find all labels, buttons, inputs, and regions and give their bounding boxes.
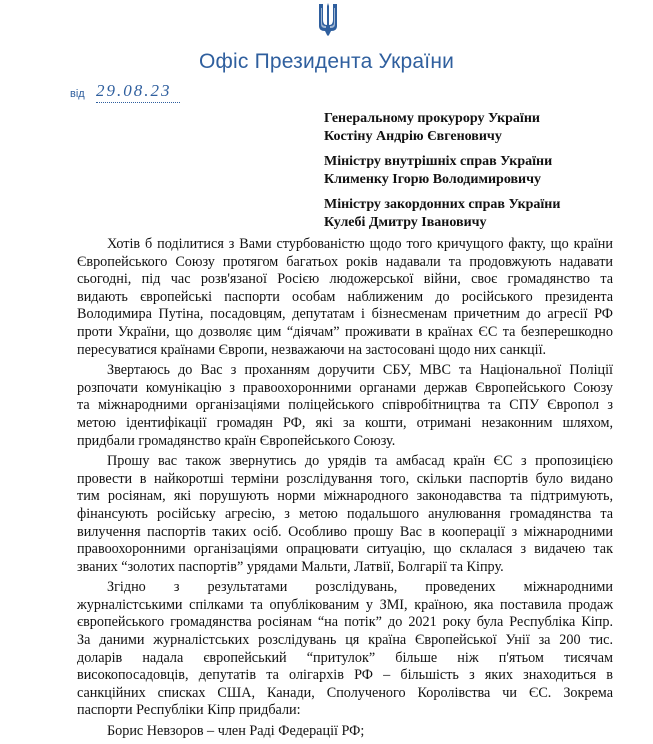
text-line: розпочати комунікацію з правоохоронними органами держав Європейського Союзу (77, 379, 613, 396)
paragraph-5 (77, 723, 613, 741)
text-line: проти України, що дозволяє цим “діячам” проживати в країнах ЄС та безперешкодно (77, 323, 613, 340)
coat-of-arms-icon (317, 2, 339, 36)
text-line: правоохоронними організаціями опрацювати ситуацію, що склалася з видачею так (77, 541, 613, 558)
date-prefix: від (70, 88, 85, 100)
addressee-person: Кулебі Дмитру Івановичу (324, 215, 487, 230)
addressee-position: Міністру внутрішніх справ України (324, 154, 553, 169)
text-line: придбали громадянство країн Європейського Союзу. (77, 432, 396, 449)
letter-body (77, 236, 613, 744)
paragraph-2 (77, 362, 613, 450)
addressee-block (324, 110, 644, 239)
text-line: Згідно з результатами розслідувань, проведених міжнародними (107, 579, 613, 596)
addressee-interior-minister (324, 153, 644, 189)
text-line: метою ідентифікації громадян РФ, які за кошти, отримані незаконним шляхом, (77, 414, 613, 431)
text-line: тим росіянам, які порушують норми міжнародного законодавства та підтримують, (77, 488, 613, 505)
addressee-foreign-minister (324, 196, 644, 232)
text-line: Борис Невзоров – член Раді Федерації РФ; (107, 723, 365, 740)
text-line: Володимира Путіна, посадовцям, депутатам і бізнесменам причетним до агресії РФ (77, 306, 613, 323)
text-line: Прошу вас також звернутись до урядів та амбасад країн ЄС з пропозицією (107, 453, 613, 470)
text-line: та міжнародними організаціями поліцейського співробітництва та СПУ Європол з (77, 397, 613, 414)
addressee-person: Костіну Андрію Євгеновичу (324, 129, 502, 144)
text-line: фінансують російську агресію, з метою подальшого анулювання громадянства та (77, 505, 613, 522)
paragraph-4 (77, 579, 613, 720)
text-line: сьогодні, під час розв'язаної Росією людожерської війни, своє громадянство та (77, 271, 613, 288)
addressee-prosecutor (324, 110, 644, 146)
paragraph-1 (77, 236, 613, 359)
text-line: званих “золотих паспортів” урядами Мальти, Латвії, Болгарії та Кіпру. (77, 558, 504, 575)
text-line: доларів надала європейський “притулок” більше ніж п'ятьом тисячам (77, 649, 613, 666)
text-line: провести в найкоротші терміни розслідування того, скільки паспортів було видано (77, 470, 613, 487)
organization-title: Офіс Президента України (198, 50, 455, 73)
addressee-position: Генеральному прокурору України (324, 111, 540, 126)
text-line: санкційних списках США, Канади, Сполученого Королівства чи ЄС. Зокрема (77, 684, 613, 701)
text-line: Хотів б поділитися з Вами стурбованістю щодо того кричущого факту, що країни (107, 236, 613, 252)
text-line: вилучення паспортів таких осіб. Особливо прошу Вас в кооперації з міжнародними (77, 523, 613, 540)
text-line: Звертаюсь до Вас з проханням доручити СБУ, МВС та Національної Поліції (107, 362, 613, 379)
text-line: Європейського Союзу протягом багатьох років надавали та продовжують надавати (77, 253, 613, 270)
text-line: паспорти Республіки Кіпр придбали: (77, 702, 301, 719)
text-line: високопосадовців, депутатів та олігархів РФ – більшість з яких знаходиться в (77, 667, 613, 684)
text-line: пересуватися країнами Європи, незважаючи на застосовані щодо них санкції. (77, 341, 547, 358)
addressee-person: Клименку Ігорю Володимировичу (324, 172, 542, 187)
handwritten-date: 29.08.23 (96, 81, 180, 103)
paragraph-3 (77, 453, 613, 576)
text-line: журналістськими спілками та опублікованим у ЗМІ, країною, яка поставила продаж (77, 596, 613, 613)
text-line: За даними журналістських розслідувань ця країна Європейської Унії за 200 тис. (77, 632, 613, 649)
text-line: європейського громадянства росіянам “на потік” до 2021 року була Республіка Кіпр. (77, 614, 613, 631)
addressee-position: Міністру закордонних справ України (324, 197, 561, 212)
text-line: видають європейські паспорти особам наближеним до російського президента (77, 288, 613, 305)
